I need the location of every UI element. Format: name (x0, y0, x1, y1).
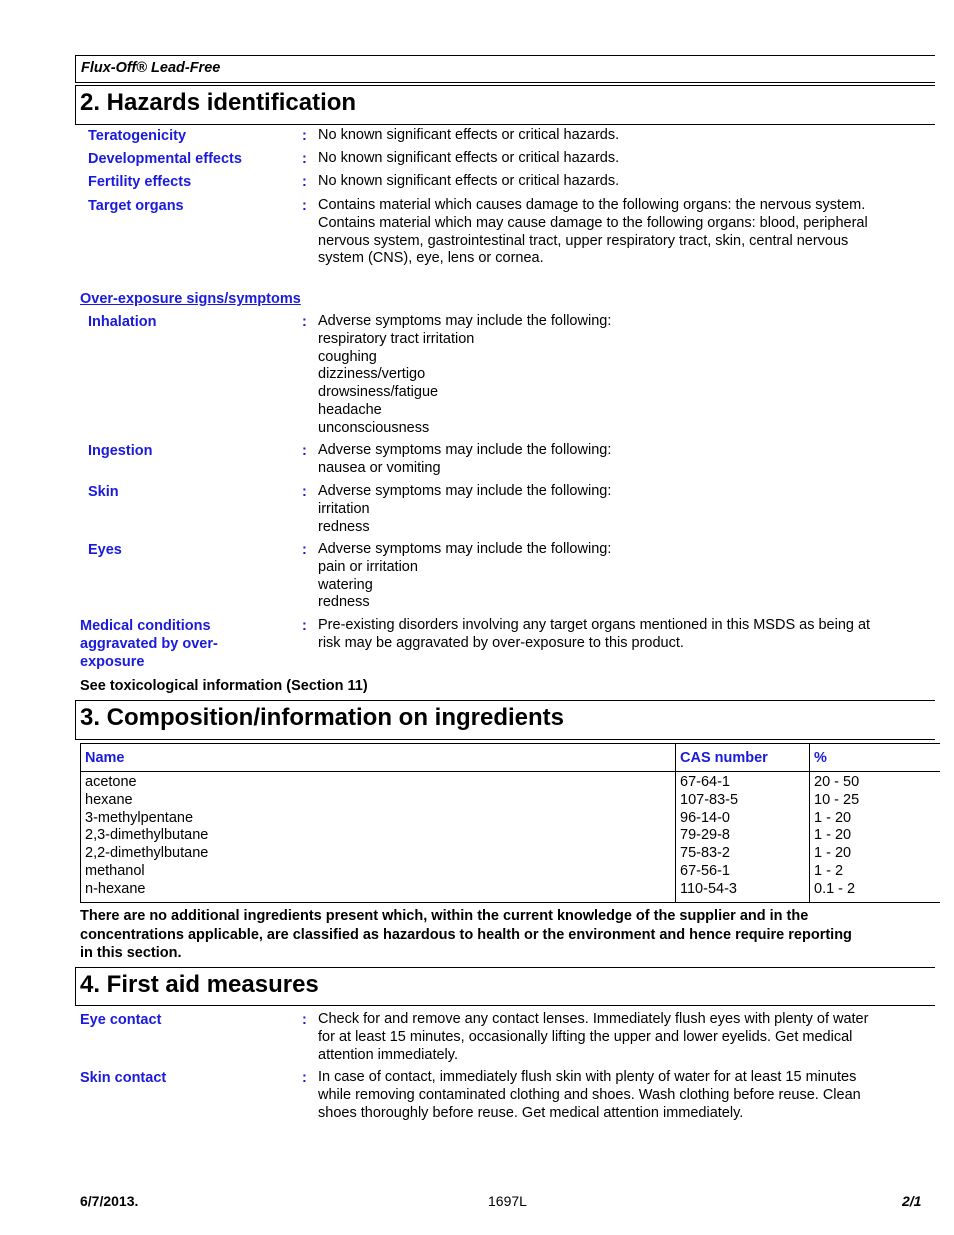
section-2-title: 2. Hazards identification (80, 89, 357, 116)
value-skin-contact: In case of contact, immediately flush skin with plenty of water for at least 15 minutes while removing contaminated clothing and shoes. Wash clothing before reuse. Clean shoes thoroughly before reuse. Get medical attention immediately. (318, 1069, 861, 1121)
label-skin-contact: Skin contact (80, 1070, 167, 1086)
column-name: Name (81, 744, 676, 772)
colon: : (302, 174, 307, 190)
label-eyes: Eyes (88, 542, 122, 558)
column-pct: % (810, 744, 941, 772)
section-3-title: 3. Composition/information on ingredients (80, 704, 564, 731)
colon: : (302, 198, 307, 214)
colon: : (302, 1012, 307, 1028)
footer-date: 6/7/2013. (80, 1193, 139, 1209)
value-medical-conditions: Pre-existing disorders involving any target organs mentioned in this MSDS as being at risk may be aggravated by over-exposure to this product. (318, 617, 871, 651)
colon: : (302, 314, 307, 330)
label-target-organs: Target organs (88, 198, 184, 214)
footer-page-number: 2/1 (902, 1193, 922, 1209)
label-skin: Skin (88, 484, 119, 500)
value-eyes: Adverse symptoms may include the following: pain or irritation watering redness (318, 541, 612, 611)
label-ingestion: Ingestion (88, 443, 153, 459)
colon: : (302, 484, 307, 500)
colon: : (302, 542, 307, 558)
label-teratogenicity: Teratogenicity (88, 128, 187, 144)
section-4-header (75, 967, 935, 1006)
label-medical-conditions: Medical conditions aggravated by over- exposure (80, 618, 218, 670)
label-fertility-effects: Fertility effects (88, 174, 192, 190)
label-eye-contact: Eye contact (80, 1012, 162, 1028)
colon: : (302, 1070, 307, 1086)
colon: : (302, 443, 307, 459)
column-cas: CAS number (676, 744, 810, 772)
additional-ingredients-note: There are no additional ingredients present which, within the current knowledge of the supplier and in the concentrations applicable, are classified as hazardous to health or the environment and hence require reporting in this section. (80, 908, 852, 961)
section-2-header (75, 85, 935, 125)
table-row (81, 772, 941, 903)
label-developmental-effects: Developmental effects (88, 151, 242, 167)
footer-code: 1697L (488, 1193, 527, 1209)
value-eye-contact: Check for and remove any contact lenses. Immediately flush eyes with plenty of water for at least 15 minutes, occasionally lifting the upper and lower eyelids. Get medical attention immediately. (318, 1011, 869, 1063)
value-developmental-effects: No known significant effects or critical hazards. (318, 150, 620, 166)
ingredients-table (80, 743, 940, 903)
ingredient-percentages: 20 - 50 10 - 25 1 - 20 1 - 20 1 - 20 1 - 2 0.1 - 2 (810, 772, 941, 903)
value-target-organs: Contains material which causes damage to the following organs: the nervous system. Contains material which may cause damage to the following organs: blood, peripheral nervous system, gastrointestinal tract, upper respiratory tract, skin, central nervous system (CNS), eye, lens or cornea. (318, 197, 868, 267)
document-header (75, 55, 935, 83)
value-ingestion: Adverse symptoms may include the following: nausea or vomiting (318, 442, 612, 476)
section-3-header (75, 700, 935, 740)
value-teratogenicity: No known significant effects or critical hazards. (318, 127, 620, 143)
see-toxicological-note: See toxicological information (Section 11) (80, 678, 368, 694)
overexposure-heading: Over-exposure signs/symptoms (80, 291, 301, 307)
value-inhalation: Adverse symptoms may include the following: respiratory tract irritation coughing dizziness/vertigo drowsiness/fatigue headache unconsciousness (318, 313, 612, 436)
value-fertility-effects: No known significant effects or critical hazards. (318, 173, 620, 189)
ingredient-names: acetone hexane 3-methylpentane 2,3-dimethylbutane 2,2-dimethylbutane methanol n-hexane (81, 772, 676, 903)
section-4-title: 4. First aid measures (80, 971, 319, 998)
ingredient-cas-numbers: 67-64-1 107-83-5 96-14-0 79-29-8 75-83-2 67-56-1 110-54-3 (676, 772, 810, 903)
colon: : (302, 618, 307, 634)
product-name: Flux-Off® Lead-Free (81, 60, 221, 76)
colon: : (302, 151, 307, 167)
table-header-row (81, 744, 941, 772)
label-inhalation: Inhalation (88, 314, 157, 330)
value-skin: Adverse symptoms may include the following: irritation redness (318, 483, 612, 535)
colon: : (302, 128, 307, 144)
